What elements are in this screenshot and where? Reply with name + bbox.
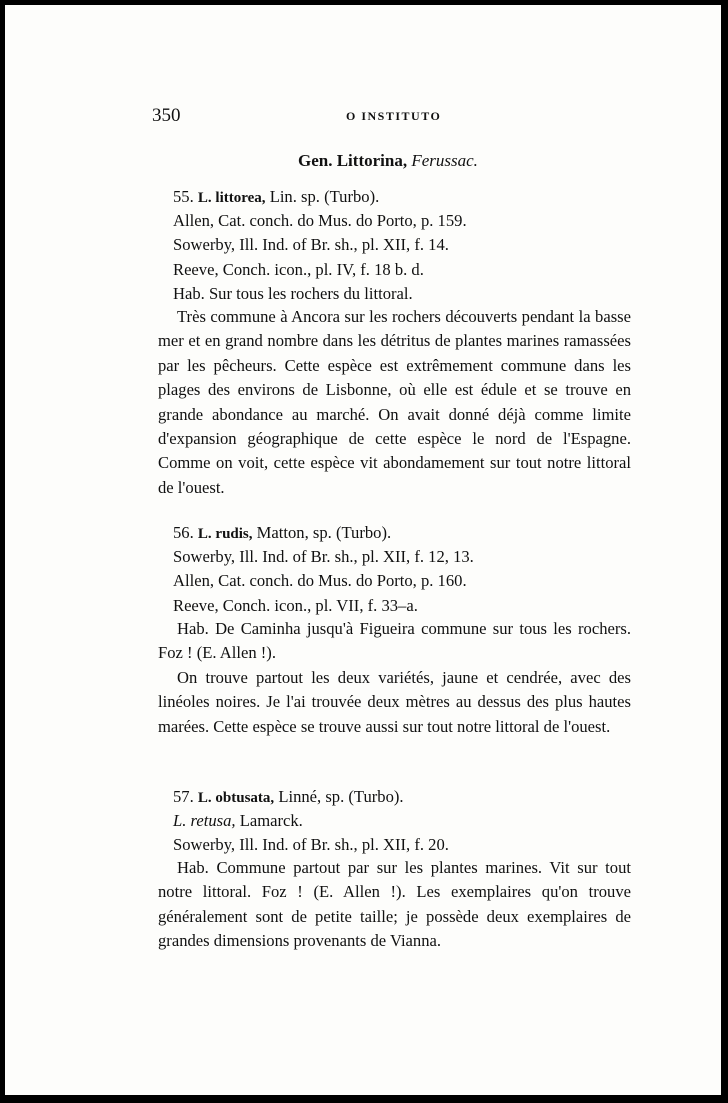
species-56-note: On trouve partout les deux variétés, jaune et cendrée, avec des linéoles noires. Je l'ai trouvée deux mètres au dessus des plus hautes marées. Cette espèce se trouve aussi sur tout notre littoral de l'ouest. [158, 668, 631, 736]
species-57-heading [173, 787, 404, 807]
species-57-ref: Sowerby, Ill. Ind. of Br. sh., pl. XII, f. 20. [173, 835, 449, 854]
species-55-authority: Lin. sp. (Turbo). [269, 187, 380, 206]
species-55-habitat: Hab. Sur tous les rochers du littoral. [173, 284, 413, 303]
species-55-ref: Sowerby, Ill. Ind. of Br. sh., pl. XII, f. 14. [173, 235, 449, 254]
species-57-synonym-author: Lamarck. [239, 811, 303, 830]
species-56-authority: Matton, sp. (Turbo). [256, 523, 392, 542]
species-55-ref: Allen, Cat. conch. do Mus. do Porto, p. 159. [173, 211, 467, 230]
species-56-habitat: Hab. De Caminha jusqu'à Figueira commune sur tous les rochers. Foz ! (E. Allen !). [158, 619, 631, 663]
document-page [5, 5, 721, 1095]
species-56-name: L. rudis, [197, 526, 253, 542]
species-55-ref: Reeve, Conch. icon., pl. IV, f. 18 b. d. [173, 260, 424, 279]
species-57-note: Hab. Commune partout par sur les plantes marines. Vit sur tout notre littoral. Foz ! (E. Allen !). Les exemplaires qu'on trouve généralement sont de petite taille; je possède deux exemplaires de grandes dimensions provenants de Vianna. [158, 858, 631, 951]
species-55-number: 55. [173, 187, 194, 206]
species-57-name: L. obtusata, [197, 790, 275, 806]
species-57-synonym-name: L. retusa, [173, 811, 236, 830]
species-55-heading [173, 187, 379, 207]
species-56-ref: Allen, Cat. conch. do Mus. do Porto, p. 160. [173, 571, 467, 590]
page-header [152, 105, 496, 127]
species-57-number: 57. [173, 787, 194, 806]
genus-name: Gen. Littorina, [298, 151, 408, 170]
page-number: 350 [152, 105, 181, 126]
species-57-authority: Linné, sp. (Turbo). [278, 787, 404, 806]
species-55-note: Très commune à Ancora sur les rochers découverts pendant la basse mer et en grand nombre dans les détritus de plantes marines ramassées par les pêcheurs. Cette espèce est extrêmement commune dans les plages des environs de Lisbonne, où elle est édule et se trouve en grande abondance au marché. On avait donné déjà comme limite d'expansion géographique de cette espèce le nord de l'Espagne. Comme on voit, cette espèce vit abondamement sur tout notre littoral de l'ouest. [158, 307, 631, 497]
species-56-heading [173, 523, 391, 543]
species-56-ref: Reeve, Conch. icon., pl. VII, f. 33–a. [173, 596, 418, 615]
species-56-number: 56. [173, 523, 194, 542]
running-title: O INSTITUTO [346, 109, 442, 123]
species-57-synonym [173, 811, 303, 831]
species-55-name: L. littorea, [197, 190, 266, 206]
genus-author: Ferussac. [411, 151, 478, 170]
genus-heading [298, 151, 478, 171]
species-56-ref: Sowerby, Ill. Ind. of Br. sh., pl. XII, f. 12, 13. [173, 547, 474, 566]
